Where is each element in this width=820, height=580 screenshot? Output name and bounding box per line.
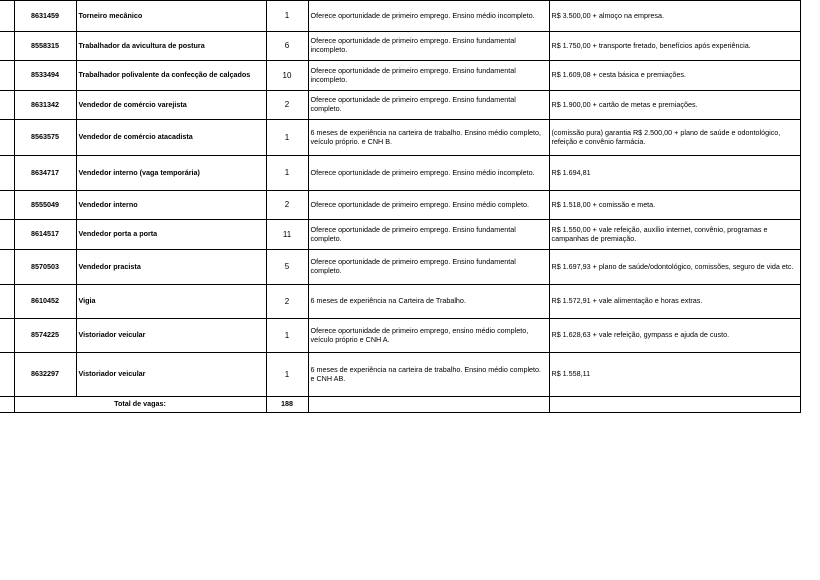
salary-benefits: R$ 1.609,08 + cesta básica e premiações.: [549, 61, 800, 91]
salary-benefits: R$ 1.550,00 + vale refeição, auxílio internet, convênio, programas e campanhas de premiação.: [549, 220, 800, 250]
job-code: 8634717: [14, 156, 76, 191]
table-row: [0, 353, 800, 397]
requirements: Oferece oportunidade de primeiro emprego. Ensino fundamental completo.: [308, 250, 549, 285]
vacancy-count: 2: [266, 285, 308, 319]
requirements: Oferece oportunidade de primeiro emprego, ensino médio completo, veículo próprio e CNH A.: [308, 319, 549, 353]
requirements: Oferece oportunidade de primeiro emprego. Ensino fundamental completo.: [308, 220, 549, 250]
salary-benefits: R$ 1.628,63 + vale refeição, gympass e ajuda de custo.: [549, 319, 800, 353]
table-body: [0, 1, 800, 397]
salary-benefits: R$ 1.572,91 + vale alimentação e horas extras.: [549, 285, 800, 319]
requirements: 6 meses de experiência na carteira de trabalho. Ensino médio completo, veículo próprio. e CNH B.: [308, 120, 549, 156]
row-margin-cell: [0, 120, 14, 156]
requirements: 6 meses de experiência na Carteira de Trabalho.: [308, 285, 549, 319]
total-label: Total de vagas:: [14, 397, 266, 413]
row-margin-cell: [0, 285, 14, 319]
job-code: 8558315: [14, 32, 76, 61]
job-title: Vendedor de comércio atacadista: [76, 120, 266, 156]
row-margin-cell: [0, 319, 14, 353]
job-title: Vendedor porta a porta: [76, 220, 266, 250]
job-title: Vistoriador veicular: [76, 319, 266, 353]
job-code: 8631342: [14, 91, 76, 120]
vacancy-count: 1: [266, 353, 308, 397]
empty-cell: [549, 397, 800, 413]
vacancy-count: 11: [266, 220, 308, 250]
row-margin-cell: [0, 397, 14, 413]
job-code: 8631459: [14, 1, 76, 32]
requirements: Oferece oportunidade de primeiro emprego. Ensino médio incompleto.: [308, 156, 549, 191]
job-code: 8555049: [14, 191, 76, 220]
job-title: Vendedor interno: [76, 191, 266, 220]
job-title: Trabalhador polivalente da confecção de calçados: [76, 61, 266, 91]
job-title: Vigia: [76, 285, 266, 319]
vacancy-count: 1: [266, 1, 308, 32]
vacancy-count: 5: [266, 250, 308, 285]
salary-benefits: R$ 1.694,81: [549, 156, 800, 191]
row-margin-cell: [0, 1, 14, 32]
vacancy-count: 10: [266, 61, 308, 91]
table-row: [0, 1, 800, 32]
requirements: Oferece oportunidade de primeiro emprego. Ensino médio completo.: [308, 191, 549, 220]
job-title: Vendedor de comércio varejista: [76, 91, 266, 120]
row-margin-cell: [0, 61, 14, 91]
job-code: 8610452: [14, 285, 76, 319]
requirements: Oferece oportunidade de primeiro emprego. Ensino fundamental completo.: [308, 91, 549, 120]
table-row: [0, 319, 800, 353]
job-code: 8563575: [14, 120, 76, 156]
row-margin-cell: [0, 91, 14, 120]
table-row: [0, 156, 800, 191]
salary-benefits: R$ 3.500,00 + almoço na empresa.: [549, 1, 800, 32]
vacancy-count: 2: [266, 191, 308, 220]
row-margin-cell: [0, 156, 14, 191]
salary-benefits: R$ 1.558,11: [549, 353, 800, 397]
salary-benefits: R$ 1.900,00 + cartão de metas e premiações.: [549, 91, 800, 120]
job-title: Trabalhador da avicultura de postura: [76, 32, 266, 61]
table-row: [0, 220, 800, 250]
table-row: [0, 32, 800, 61]
job-title: Vendedor interno (vaga temporária): [76, 156, 266, 191]
table-row: [0, 250, 800, 285]
job-code: 8570503: [14, 250, 76, 285]
row-margin-cell: [0, 191, 14, 220]
total-row: [0, 397, 800, 413]
vacancy-count: 2: [266, 91, 308, 120]
requirements: Oferece oportunidade de primeiro emprego. Ensino médio incompleto.: [308, 1, 549, 32]
empty-cell: [308, 397, 549, 413]
salary-benefits: (comissão pura) garantia R$ 2.500,00 + plano de saúde e odontológico, refeição e convênio farmácia.: [549, 120, 800, 156]
row-margin-cell: [0, 32, 14, 61]
row-margin-cell: [0, 353, 14, 397]
salary-benefits: R$ 1.518,00 + comissão e meta.: [549, 191, 800, 220]
table-row: [0, 191, 800, 220]
requirements: 6 meses de experiência na carteira de trabalho. Ensino médio completo. e CNH AB.: [308, 353, 549, 397]
table-row: [0, 120, 800, 156]
table-row: [0, 61, 800, 91]
salary-benefits: R$ 1.750,00 + transporte fretado, benefícios após experiência.: [549, 32, 800, 61]
total-value: 188: [266, 397, 308, 413]
row-margin-cell: [0, 250, 14, 285]
row-margin-cell: [0, 220, 14, 250]
vacancy-count: 1: [266, 120, 308, 156]
salary-benefits: R$ 1.697,93 + plano de saúde/odontológico, comissões, seguro de vida etc.: [549, 250, 800, 285]
requirements: Oferece oportunidade de primeiro emprego. Ensino fundamental incompleto.: [308, 32, 549, 61]
job-title: Torneiro mecânico: [76, 1, 266, 32]
job-code: 8533494: [14, 61, 76, 91]
job-code: 8632297: [14, 353, 76, 397]
job-title: Vistoriador veicular: [76, 353, 266, 397]
requirements: Oferece oportunidade de primeiro emprego. Ensino fundamental incompleto.: [308, 61, 549, 91]
vacancy-count: 1: [266, 319, 308, 353]
vacancy-count: 1: [266, 156, 308, 191]
vacancy-count: 6: [266, 32, 308, 61]
table-row: [0, 91, 800, 120]
table-row: [0, 285, 800, 319]
job-title: Vendedor pracista: [76, 250, 266, 285]
job-code: 8614517: [14, 220, 76, 250]
job-code: 8574225: [14, 319, 76, 353]
